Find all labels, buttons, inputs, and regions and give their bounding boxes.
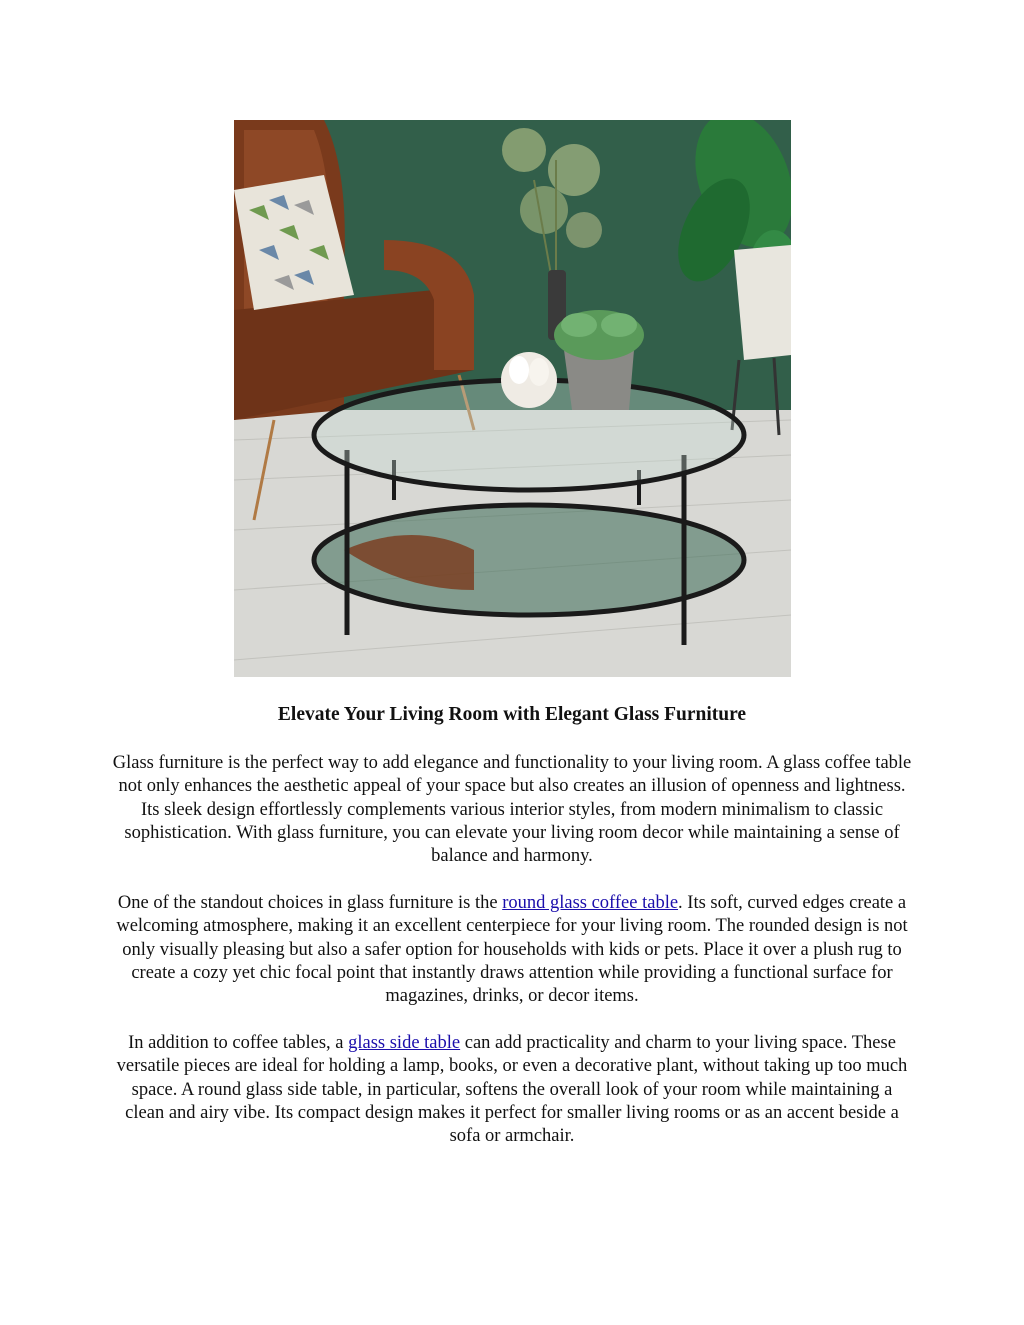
article [112,702,912,1172]
hero-image [234,120,791,677]
paragraph-text: One of the standout choices in glass furniture is the [117,892,503,913]
paragraph-intro: Glass furniture is the perfect way to add elegance and functionality to your living room. A glass coffee table not only enhances the aesthetic appeal of your space but also creates an illusion of openness and lightness. Its sleek design effortlessly complements various interior styles, from modern minimalism to classic sophistication. With glass furniture, you can elevate your living room decor while maintaining a sense of balance and harmony. [112,753,912,867]
planter [734,245,791,360]
paragraph-side-table [112,1032,912,1148]
glass-coffee-table-photo [234,120,791,677]
paragraph-text: . Its soft, curved edges create a welcoming atmosphere, making it an excellent centerpiece for your living room. The rounded design is not only visually pleasing but also a safer option for households with kids or pets. Place it over a plush rug to create a cozy yet chic focal point that instantly draws attention while providing a functional surface for magazines, drinks, or decor items. [116,892,908,1007]
white-artichoke-decor [501,352,557,408]
glass-side-table-link[interactable]: glass side table [348,1032,461,1053]
round-glass-coffee-table-link[interactable]: round glass coffee table [502,892,679,913]
article-title: Elevate Your Living Room with Elegant Glass Furniture [277,704,747,725]
paragraph-text: In addition to coffee tables, a [128,1032,349,1053]
paragraph-text: can add practicality and charm to your living space. These versatile pieces are ideal for holding a lamp, books, or even a decorative plant, without taking up too much space. A round glass side table, in particular, softens the overall look of your room while maintaining a clean and airy vibe. Its compact design makes it perfect for smaller living rooms or as an accent beside a sofa or armchair. [116,1032,908,1147]
paragraph-coffee-table [112,892,912,1008]
